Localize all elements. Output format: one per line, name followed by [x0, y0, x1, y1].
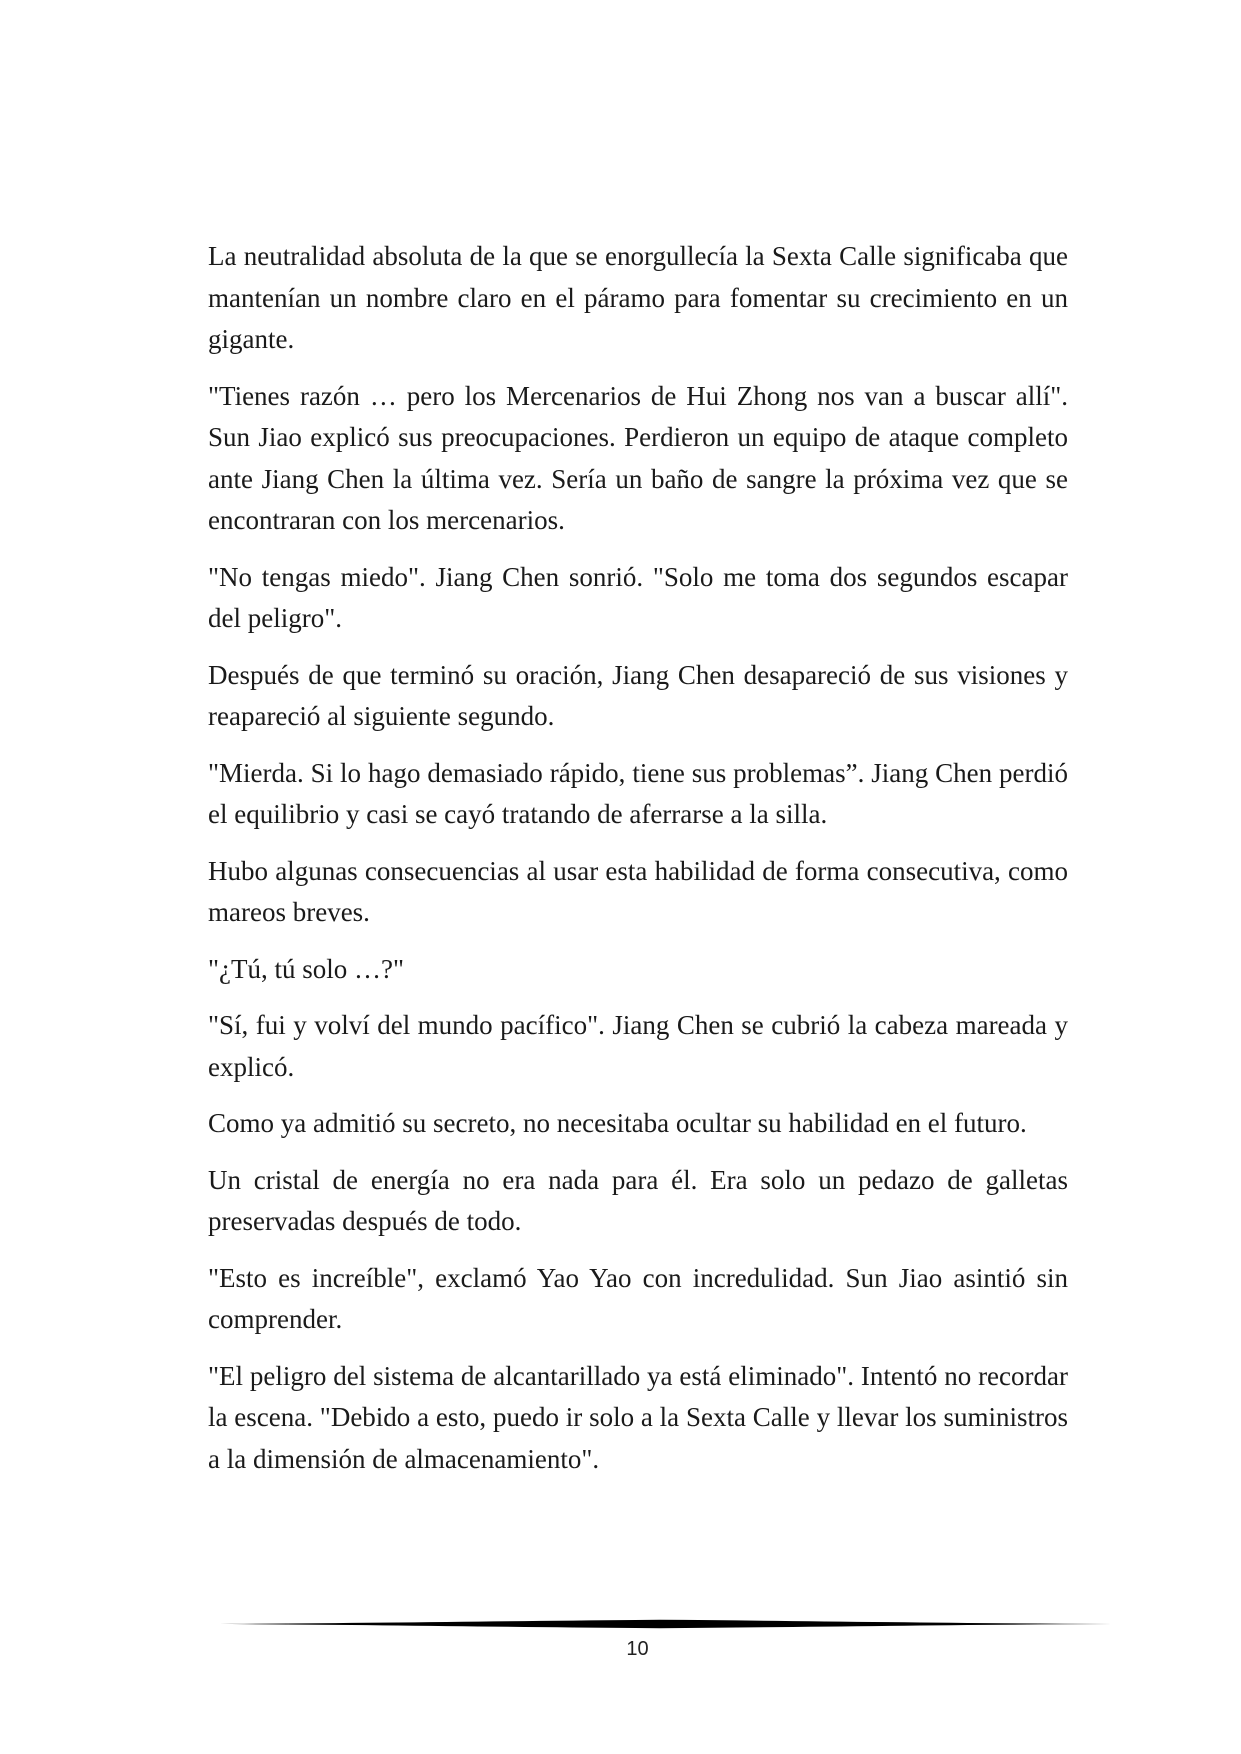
paragraph: "Tienes razón … pero los Mercenarios de Hui Zhong nos van a buscar allí". Sun Jiao explicó sus preocupaciones. Perdieron un equipo de ataque completo ante Jiang Chen la última vez. Sería un baño de sangre la próxima vez que se encontraran con los mercenarios. [208, 380, 1068, 535]
footer-divider [208, 1618, 1112, 1630]
footer-divider-line [208, 1618, 1112, 1630]
paragraph: "Mierda. Si lo hago demasiado rápido, tiene sus problemas”. Jiang Chen perdió el equilibrio y casi se cayó tratando de aferrarse a la silla. [208, 757, 1068, 829]
body-text [208, 236, 1068, 1495]
paragraph: La neutralidad absoluta de la que se enorgullecía la Sexta Calle significaba que mantenían un nombre claro en el páramo para fomentar su crecimiento en un gigante. [208, 241, 1068, 354]
paragraph: "No tengas miedo". Jiang Chen sonrió. "Solo me toma dos segundos escapar del peligro". [208, 561, 1068, 633]
paragraph: Hubo algunas consecuencias al usar esta habilidad de forma consecutiva, como mareos breves. [208, 855, 1068, 927]
page-number: 10 [626, 1638, 649, 1660]
paragraph: Después de que terminó su oración, Jiang Chen desapareció de sus visiones y reapareció al siguiente segundo. [208, 659, 1068, 731]
paragraph: "Sí, fui y volví del mundo pacífico". Jiang Chen se cubrió la cabeza mareada y explicó. [208, 1010, 1068, 1082]
paragraph: Un cristal de energía no era nada para él. Era solo un pedazo de galletas preservadas después de todo. [208, 1164, 1068, 1236]
paragraph: "Esto es increíble", exclamó Yao Yao con incredulidad. Sun Jiao asintió sin comprender. [208, 1262, 1068, 1334]
paragraph: Como ya admitió su secreto, no necesitaba ocultar su habilidad en el futuro. [208, 1108, 1027, 1138]
paragraph: "El peligro del sistema de alcantarillado ya está eliminado". Intentó no recordar la escena. "Debido a esto, puedo ir solo a la Sexta Calle y llevar los suministros a la dimensión de almacenamiento". [208, 1360, 1068, 1474]
paragraph: "¿Tú, tú solo …?" [208, 953, 405, 984]
